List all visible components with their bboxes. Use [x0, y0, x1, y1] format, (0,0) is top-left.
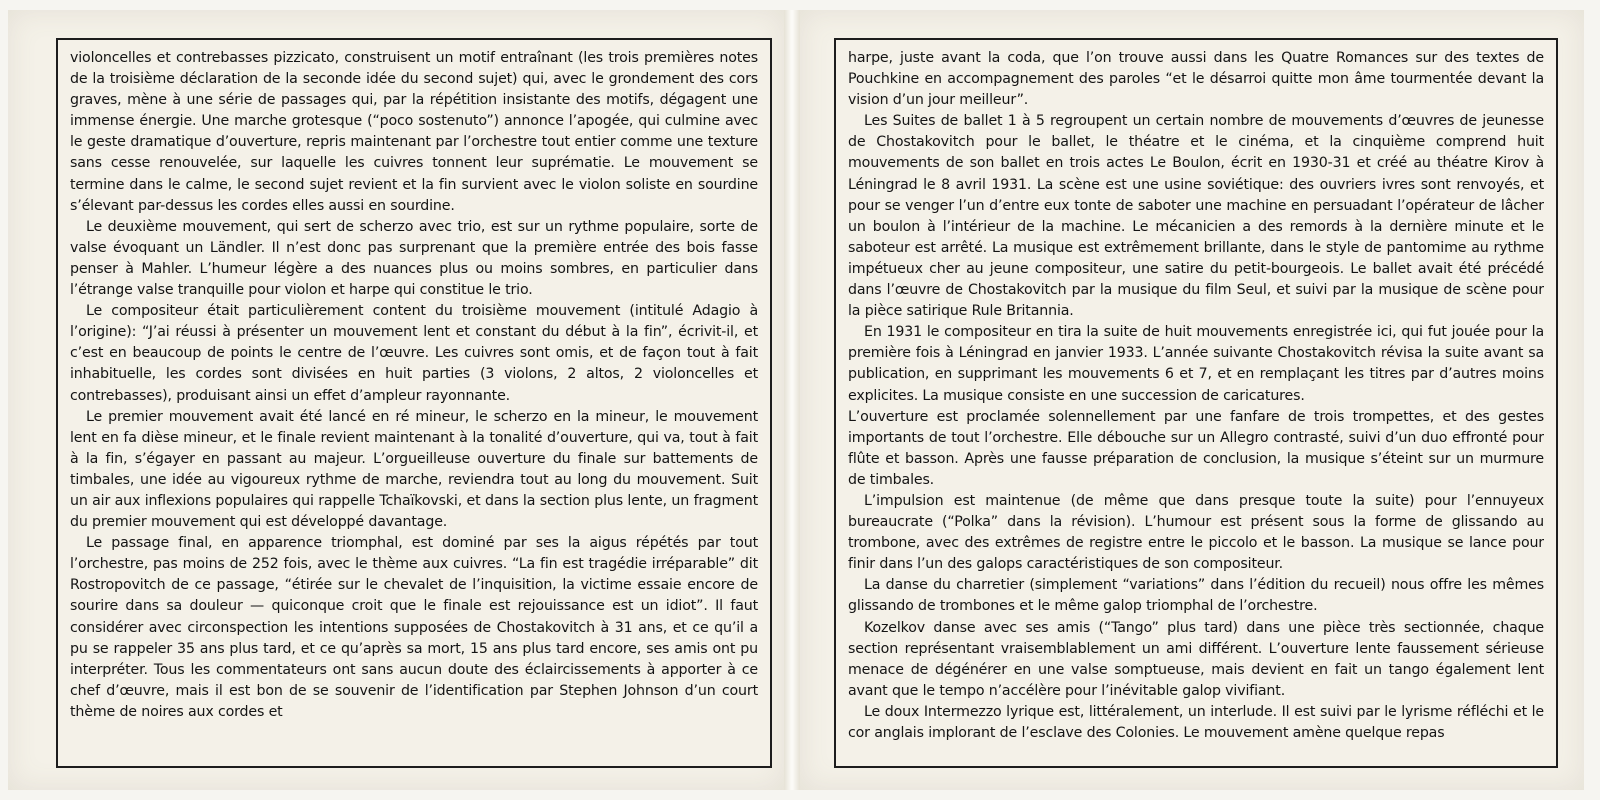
left-paragraph: Le compositeur était particulièrement content du troisième mouvement (intitulé Adagio à l’origine): “J’ai réussi à présenter un mouvement lent et constant du début à la fin”, écrivit-il, et c’est en beaucoup de points le centre de l’œuvre. Les cuivres sont omis, et de façon tout à fait inhabituelle, les cordes sont divisées en huit parties (3 violons, 2 altos, 2 violoncelles et contrebasses), produisant ainsi un effet d’ampleur rayonnante. — [70, 303, 758, 404]
left-paragraph: violoncelles et contrebasses pizzicato, construisent un motif entraînant (les trois premières notes de la troisième déclaration de la seconde idée du second sujet) qui, avec le grondement des cors graves, mène à une série de passages qui, par la répétition insistante des motifs, dégagent une immense énergie. Une marche grotesque (“poco sostenuto”) annonce l’apogée, qui culmine avec le geste dramatique d’ouverture, repris maintenant par l’orchestre tout entier comme une texture sans cesse renouvelée, sur laquelle les cuivres tonnent leur suprématie. Le mouvement se termine dans le calme, le second sujet revient et la fin survient avec le violon soliste en sourdine s’élevant par-dessus les cordes elles aussi en sourdine. — [70, 50, 758, 214]
left-paragraph: Le passage final, en apparence triomphal, est dominé par ses la aigus répétés par tout l’orchestre, pas moins de 252 fois, avec le thème aux cuivres. “La fin est tragédie irréparable” dit Rostropovitch de ce passage, “étirée sur le chevalet de l’inquisition, la victime essaie encore de sourire dans sa douleur — quiconque croit que le finale est rejouissance est un idiot”. Il faut considérer avec circonspection les intentions supposées de Chostakovitch à 31 ans, et ce qu’il a pu se rappeler 35 ans plus tard, et ce qu’après sa mort, 15 ans plus tard encore, ses amis ont pu interpréter. Tous les commentateurs ont sans aucun doute des éclaircissements à apporter à ce chef d’œuvre, mais il est bon de se souvenir de l’identification par Stephen Johnson d’un court thème de noires aux cordes et — [70, 535, 758, 720]
left-text-frame — [56, 38, 772, 768]
left-paragraph: Le deuxième mouvement, qui sert de scherzo avec trio, est sur un rythme populaire, sorte de valse évoquant un Ländler. Il n’est donc pas surprenant que la première entrée des bois fasse penser à Mahler. L’humeur légère a des nuances plus ou moins sombres, en particulier dans l’étrange valse tranquille pour violon et harpe qui constitue le trio. — [70, 218, 758, 299]
right-paragraph: En 1931 le compositeur en tira la suite de huit mouvements enregistrée ici, qui fut jouée pour la première fois à Léningrad en janvier 1933. L’année suivante Chostakovitch révisa la suite avant sa publication, en supprimant les mouvements 6 et 7, et en remplaçant les titres par d’autres moins explicites. La musique consiste en une succession de caricatures. — [848, 324, 1544, 404]
right-paragraph: Le doux Intermezzo lyrique est, littéralement, un interlude. Il est suivi par le lyrisme réfléchi et le cor anglais implorant de l’esclave des Colonies. Le mouvement amène quelque repas — [848, 703, 1544, 741]
right-paragraph: Kozelkov danse avec ses amis (“Tango” plus tard) dans une pièce très sectionnée, chaque section représentant vraisemblablement un ami différent. L’ouverture lente faussement sérieuse menace de dégénérer en une valse somptueuse, mais devient en fait un tango également lent avant que le tempo n’accélère pour l’inévitable galop vivifiant. — [848, 619, 1544, 699]
right-paragraph: L’ouverture est proclamée solennellement par une fanfare de trois trompettes, et des gestes importants de tout l’orchestre. Elle débouche sur un Allegro contrasté, suivi d’un duo effronté pour flûte et basson. Après une fausse préparation de conclusion, la musique s’éteint sur un murmure de timbales. — [848, 408, 1544, 488]
left-text-column — [70, 48, 758, 760]
right-paragraph: La danse du charretier (simplement “variations” dans l’édition du recueil) nous offre les mêmes glissando de trombones et le même galop triomphal de l’orchestre. — [848, 577, 1544, 615]
right-page — [800, 10, 1584, 790]
book-gutter — [784, 10, 800, 790]
right-paragraph: L’impulsion est maintenue (de même que dans presque toute la suite) pour l’ennuyeux bureaucrate (“Polka” dans la révision). L’humour est présent sous la forme de glissando au trombone, avec des extrêmes de registre entre le piccolo et le basson. La musique se lance pour finir dans l’un des galops caractéristiques de son compositeur. — [848, 492, 1544, 573]
right-text-frame — [834, 38, 1558, 768]
right-text-column — [848, 48, 1544, 760]
left-paragraph: Le premier mouvement avait été lancé en ré mineur, le scherzo en la mineur, le mouvement lent en fa dièse mineur, et le finale revient maintenant à la tonalité d’ouverture, qui va, tout à fait à la fin, s’égayer en passant au majeur. L’orgueilleuse ouverture du finale sur battements de timbales, une idée au vigoureux rythme de marche, reviendra tout au long du mouvement. Suit un air aux inflexions populaires qui rappelle Tchaïkovski, et dans la section plus lente, un fragment du premier mouvement qui est développé davantage. — [70, 408, 758, 531]
right-paragraph: Les Suites de ballet 1 à 5 regroupent un certain nombre de mouvements d’œuvres de jeunesse de Chostakovitch pour le ballet, le théatre et le cinéma, et la cinquième comprend huit mouvements de son ballet en trois actes Le Boulon, écrit en 1930-31 et créé au théatre Kirov à Léningrad le 8 avril 1931. La scène est une usine soviétique: des ouvriers ivres sont renvoyés, et pour se venger l’un d’entre eux tonte de saboter une machine en persuadant l’opérateur de lâcher un boulon à l’intérieur de la machine. Le mécanicien a des remords à la dernière minute et le saboteur est arrêté. La musique est extrêmement brillante, dans le style de pantomime au rythme impétueux cher au jeune compositeur, une satire du petit-bourgeois. Le ballet avait été précédé dans l’œuvre de Chostakovitch par la musique du film Seul, et suivi par la musique de scène pour la pièce satirique Rule Britannia. — [848, 113, 1544, 320]
right-paragraph: harpe, juste avant la coda, que l’on trouve aussi dans les Quatre Romances sur des textes de Pouchkine en accompagnement des paroles “et le désarroi quitte mon âme tourmentée devant la vision d’un jour meilleur”. — [848, 50, 1544, 109]
left-page — [8, 10, 784, 790]
